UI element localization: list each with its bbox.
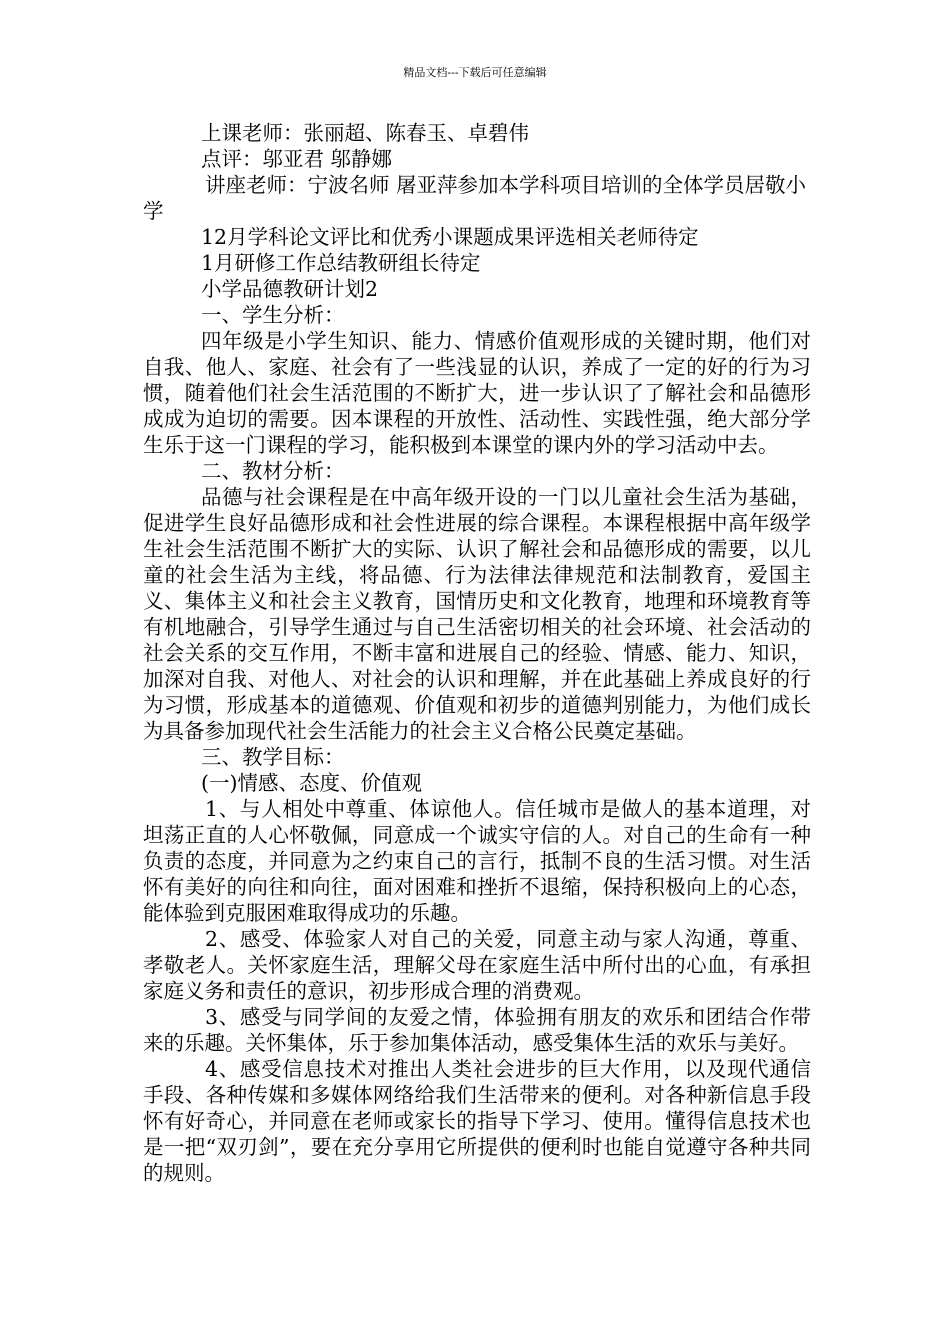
document-body (143, 120, 811, 1186)
paragraph: 品德与社会课程是在中高年级开设的一门以儿童社会生活为基础，促进学生良好品德形成和社会性进展的综合课程。本课程根据中高年级学生社会生活范围不断扩大的实际、认识了解社会和品德形成的需要，以儿童的社会生活为主线，将品德、行为法律法律规范和法制教育，爱国主义、集体主义和社会主义教育，国情历史和文化教育，地理和环境教育等有机地融合，引导学生通过与自己生活密切相关的社会环境、社会活动的社会关系的交互作用，不断丰富和进展自己的经验、情感、能力、知识，加深对自我、对他人、对社会的认识和理解，并在此基础上养成良好的行为习惯，形成基本的道德观、价值观和初步的道德判别能力，为他们成长为具备参加现代社会生活能力的社会主义合格公民奠定基础。 (143, 485, 811, 743)
subsection-heading: (一)情感、态度、价值观 (201, 771, 422, 795)
paragraph: 小学品德教研计划2 (201, 277, 379, 301)
section-heading: 二、教材分析： (201, 459, 345, 483)
paragraph: 四年级是小学生知识、能力、情感价值观形成的关键时期，他们对自我、他人、家庭、社会有了一些浅显的认识，养成了一定的好的行为习惯，随着他们社会生活范围的不断扩大，进一步认识了了解社会和品德形成成为迫切的需要。因本课程的开放性、活动性、实践性强，绝大部分学生乐于这一门课程的学习，能积极到本课堂的课内外的学习活动中去。 (143, 329, 811, 457)
paragraph: 上课老师：张丽超、陈春玉、卓碧伟 (201, 121, 529, 145)
section-heading: 三、教学目标： (201, 745, 345, 769)
paragraph: 12月学科论文评比和优秀小课题成果评选相关老师待定 (201, 225, 699, 249)
page-header: 精品文档---下载后可任意编辑 (403, 66, 547, 79)
paragraph: 4、感受信息技术对推出人类社会进步的巨大作用，以及现代通信手段、各种传媒和多媒体网络给我们生活带来的便利。对各种新信息手段怀有好奇心，并同意在老师或家长的指导下学习、使用。懂得信息技术也是一把“双刃剑”，要在充分享用它所提供的便利时也能自觉遵守各种共同的规则。 (143, 1057, 811, 1185)
paragraph: 1、与人相处中尊重、体谅他人。信任城市是做人的基本道理，对坦荡正直的人心怀敬佩，同意成一个诚实守信的人。对自己的生命有一种负责的态度，并同意为之约束自己的言行，抵制不良的生活习惯。对生活怀有美好的向往和向往，面对困难和挫折不退缩，保持积极向上的心态，能体验到克服困难取得成功的乐趣。 (143, 797, 811, 925)
paragraph: 2、感受、体验家人对自己的关爱，同意主动与家人沟通，尊重、孝敬老人。关怀家庭生活，理解父母在家庭生活中所付出的心血，有承担家庭义务和责任的意识，初步形成合理的消费观。 (143, 927, 811, 1003)
section-heading: 一、学生分析： (201, 303, 345, 327)
paragraph: 讲座老师：宁波名师 屠亚萍参加本学科项目培训的全体学员居敬小学 (143, 173, 807, 223)
paragraph: 3、感受与同学间的友爱之情，体验拥有朋友的欢乐和团结合作带来的乐趣。关怀集体，乐于参加集体活动，感受集体生活的欢乐与美好。 (143, 1005, 811, 1055)
paragraph: 点评：邬亚君 邬静娜 (201, 147, 393, 171)
paragraph: 1月研修工作总结教研组长待定 (201, 251, 481, 275)
